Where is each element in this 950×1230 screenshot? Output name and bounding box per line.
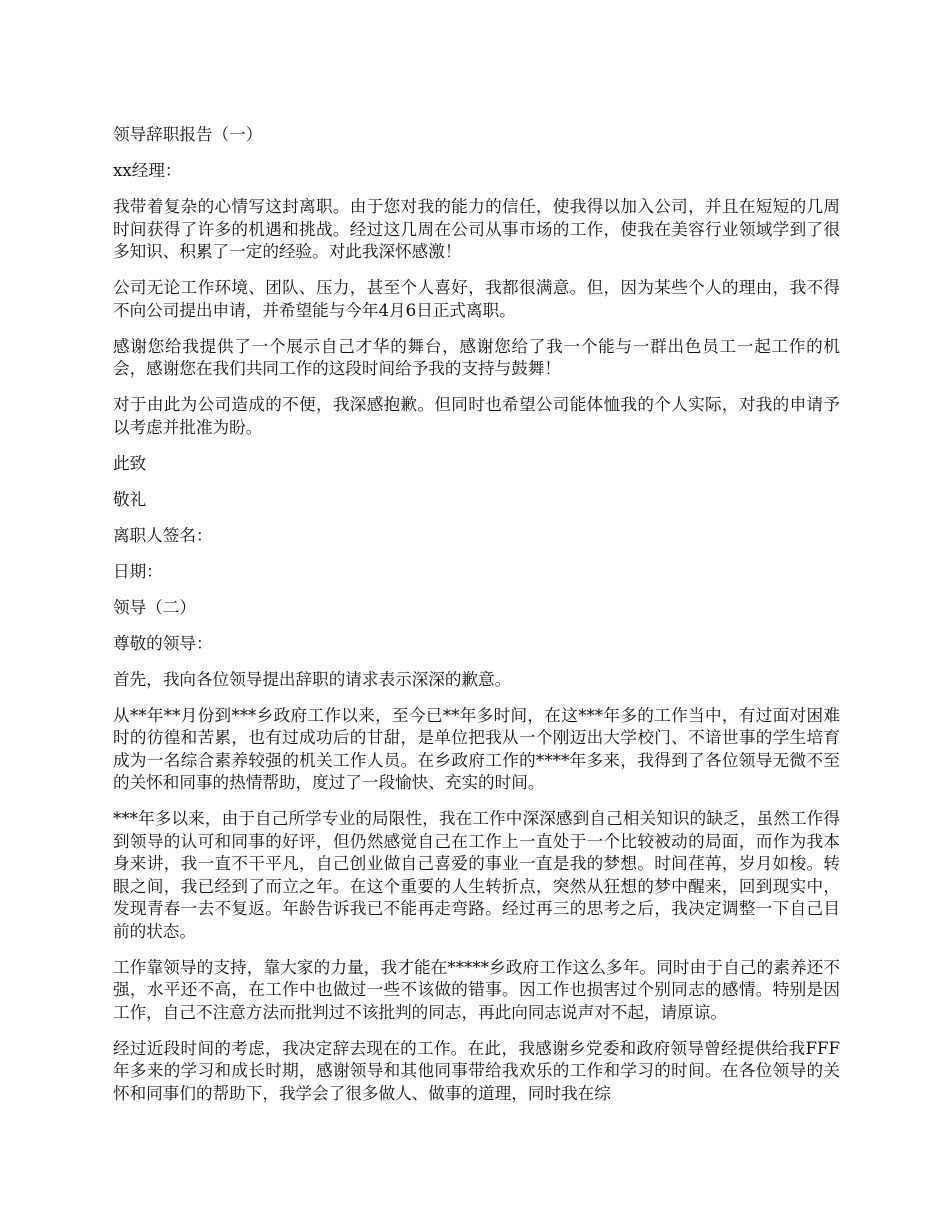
document-body (113, 124, 840, 1119)
paragraph: 首先，我向各位领导提出辞职的请求表示深深的歉意。 (113, 669, 512, 689)
paragraph: 经过近段时间的考虑，我决定辞去现在的工作。在此，我感谢乡党委和政府领导曾经提供给我FFF年多来的学习和成长时期，感谢领导和其他同事带给我欢乐的工作和学习的时间。在各位领导的关怀和同事们的帮助下，我学会了很多做人、做事的道理，同时我在综 (113, 1038, 840, 1103)
paragraph: 公司无论工作环境、团队、压力，甚至个人喜好，我都很满意。但，因为某些个人的理由，我不得不向公司提出申请，并希望能与今年4月6日正式离职。 (113, 278, 840, 320)
paragraph: ***年多以来，由于自己所学专业的局限性，我在工作中深深感到自己相关知识的缺乏，虽然工作得到领导的认可和同事的好评，但仍然感觉自己在工作上一直处于一个比较被动的局面，而作为我本身来讲，我一直不干平凡，自己创业做自己喜爱的事业一直是我的梦想。时间荏苒，岁月如梭。转眼之间，我已经到了而立之年。在这个重要的人生转折点，突然从狂想的梦中醒来，回到现实中，发现青春一去不复返。年龄告诉我已不能再走弯路。经过再三的思考之后，我决定调整一下自己目前的状态。 (113, 809, 840, 941)
paragraph: 我带着复杂的心情写这封离职。由于您对我的能力的信任，使我得以加入公司，并且在短短的几周时间获得了许多的机遇和挑战。经过这几周在公司从事市场的工作，使我在美容行业领域学到了很多知识、积累了一定的经验。对此我深怀感激！ (113, 197, 840, 261)
report-title-2: 领导（二） (113, 597, 196, 617)
paragraph: 从**年**月份到***乡政府工作以来，至今已**年多时间，在这***年多的工作当中，有过面对困难时的彷徨和苦累，也有过成功后的甘甜，是单位把我从一个刚迈出大学校门、不谙世事的学生培育成为一名综合素养较强的机关工作人员。在乡政府工作的****年多来，我得到了各位领导无微不至的关怀和同事的热情帮助，度过了一段愉快、充实的时间。 (113, 705, 840, 792)
salutation-leader: 尊敬的领导： (113, 633, 213, 653)
paragraph: 感谢您给我提供了一个展示自己才华的舞台，感谢您给了我一个能与一群出色员工一起工作的机会，感谢您在我们共同工作的这段时间给予我的支持与鼓舞！ (113, 336, 840, 378)
report-title-1: 领导辞职报告（一） (113, 125, 263, 144)
closing-jingli: 敬礼 (113, 489, 147, 509)
signature-line: 离职人签名： (113, 525, 213, 545)
paragraph: 对于由此为公司造成的不便，我深感抱歉。但同时也希望公司能体恤我的个人实际，对我的申请予以考虑并批准为盼。 (113, 395, 840, 437)
salutation-manager: xx经理： (113, 161, 182, 180)
closing-cizhi: 此致 (113, 453, 147, 473)
date-line: 日期： (113, 561, 163, 581)
paragraph: 工作靠领导的支持，靠大家的力量，我才能在*****乡政府工作这么多年。同时由于自己的素养还不强，水平还不高，在工作中也做过一些不该做的错事。因工作也损害过个别同志的感情。特别是因工作，自己不注意方法而批判过不该批判的同志，再此向同志说声对不起，请原谅。 (113, 957, 840, 1022)
